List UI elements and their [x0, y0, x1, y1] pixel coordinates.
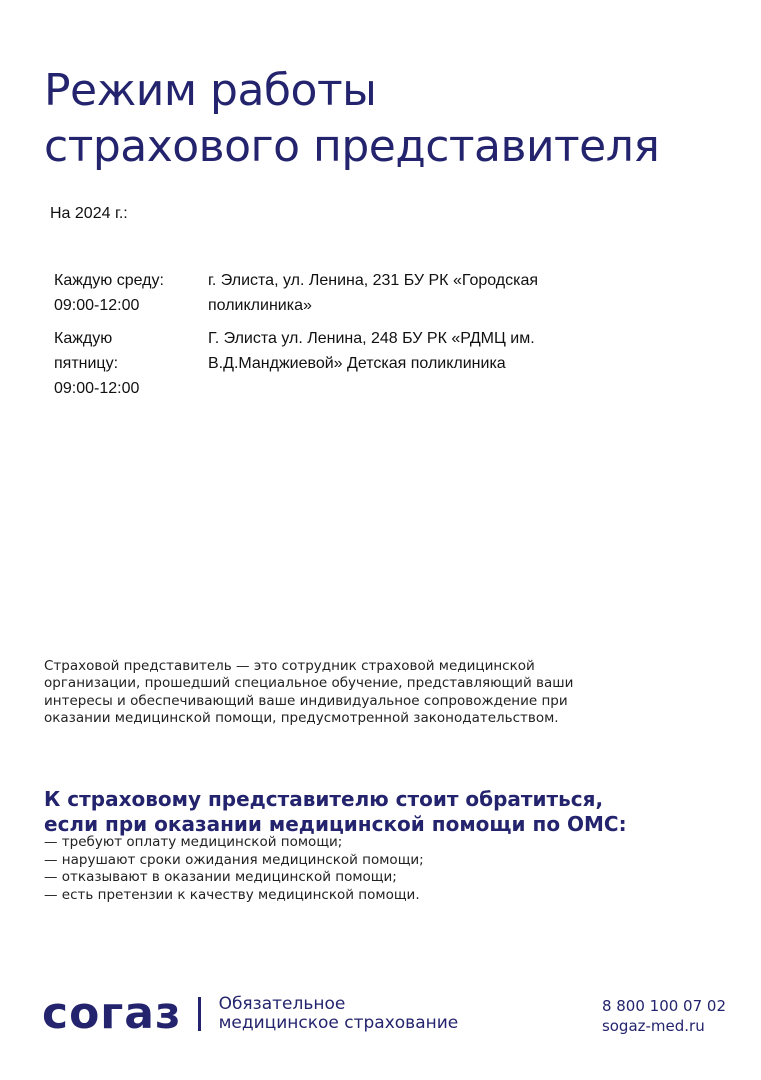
- phone-number: 8 800 100 07 02: [601, 997, 726, 1015]
- schedule-time-line: 09:00-12:00: [54, 297, 140, 314]
- sogaz-logo: согаз: [42, 988, 182, 1039]
- tagline-line-2: медицинское страхование: [218, 1013, 459, 1033]
- schedule-location: Г. Элиста ул. Ленина, 248 БУ РК «РДМЦ им. В.Д.Манджиевой» Детская поликлиника: [208, 330, 535, 372]
- list-item: — нарушают сроки ожидания медицинской помощи;: [44, 851, 424, 868]
- schedule-time-line: Каждую среду:: [54, 272, 164, 289]
- schedule-location: г. Элиста, ул. Ленина, 231 БУ РК «Городская поликлиника»: [208, 272, 539, 314]
- schedule-time-line: Каждую: [54, 330, 113, 347]
- reasons-heading-line-1: К страховому представителю стоит обратиться,: [44, 786, 604, 811]
- list-item: — требуют оплату медицинской помощи;: [44, 834, 343, 850]
- schedule-table: [54, 268, 674, 409]
- schedule-time-line: пятницу:: [54, 355, 119, 372]
- schedule-time: [54, 326, 208, 401]
- page-title: [44, 63, 744, 175]
- reasons-heading-line-2: если при оказании медицинской помощи по ОМС:: [44, 811, 627, 836]
- title-line-2: страхового представителя: [44, 121, 660, 173]
- schedule-row: [54, 326, 674, 401]
- reasons-heading: [44, 787, 684, 837]
- list-item: — есть претензии к качеству медицинской помощи.: [44, 886, 420, 903]
- brand-tagline: [219, 995, 459, 1033]
- tagline-line-1: Обязательное: [218, 994, 346, 1014]
- footer-contacts: [602, 996, 726, 1036]
- schedule-row: [54, 268, 674, 318]
- website-link: sogaz-med.ru: [601, 1017, 705, 1035]
- logo-divider: [198, 997, 201, 1031]
- schedule-time-line: 09:00-12:00: [54, 380, 140, 397]
- list-item: — отказывают в оказании медицинской помощи;: [44, 869, 397, 885]
- footer-brand: [42, 988, 459, 1039]
- schedule-time: [54, 268, 208, 318]
- year-label: На 2024 г.:: [50, 205, 128, 222]
- reasons-list: [44, 834, 604, 904]
- title-line-1: Режим работы: [44, 65, 377, 117]
- representative-description: Страховой представитель — это сотрудник страховой медицинской организации, прошедший специальное обучение, представляющий ваши интересы и обеспечивающий ваше индивидуальное сопровождение при оказании медицинской помощи, предусмотренной законодательством.: [44, 657, 574, 726]
